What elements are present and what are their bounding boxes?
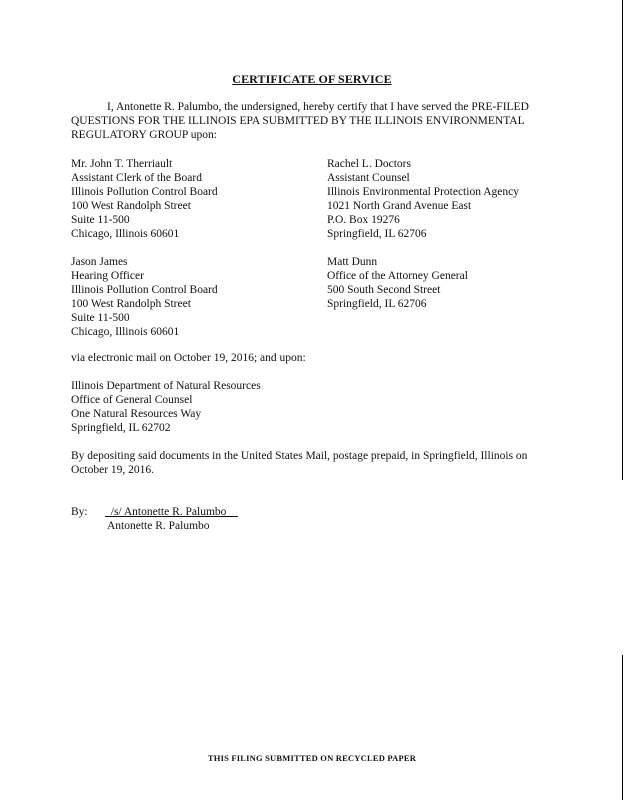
recipient-street: 100 West Randolph Street <box>71 298 191 310</box>
recipient-name: Mr. John T. Therriault <box>71 158 173 170</box>
recipient-org: Illinois Pollution Control Board <box>71 186 218 198</box>
recipient-city: Springfield, IL 62706 <box>327 228 427 240</box>
recipient-suite: Suite 11-500 <box>71 312 130 324</box>
recipient-title: Hearing Officer <box>71 270 144 282</box>
recipient-dnr <box>71 379 261 435</box>
recipient-pobox: P.O. Box 19276 <box>327 214 400 226</box>
signature-text: _/s/ Antonette R. Palumbo__ <box>105 506 238 518</box>
intro-paragraph: I, Antonette R. Palumbo, the undersigned, hereby certify that I have served the PRE-FILED QUESTIONS FOR THE ILLINOIS EPA SUBMITTED BY THE ILLINOIS ENVIRONMENTAL REGULATORY GROUP upon: <box>71 101 529 141</box>
recipient-office: Office of General Counsel <box>71 394 193 406</box>
recipient-street: One Natural Resources Way <box>71 408 202 420</box>
signer-printed-name: Antonette R. Palumbo <box>107 520 210 532</box>
document-title: CERTIFICATE OF SERVICE <box>232 72 392 86</box>
recipient-doctors <box>327 157 519 241</box>
signature-line <box>105 505 238 519</box>
recipient-org: Illinois Environmental Protection Agency <box>327 186 519 198</box>
recipient-dunn <box>327 255 468 311</box>
recipient-org: Illinois Pollution Control Board <box>71 284 218 296</box>
recipient-city: Springfield, IL 62706 <box>327 298 427 310</box>
by-label: By: <box>71 506 88 518</box>
service-method-line: via electronic mail on October 19, 2016; and upon: <box>71 352 306 364</box>
recipient-suite: Suite 11-500 <box>71 214 130 226</box>
recipient-name: Rachel L. Doctors <box>327 158 411 170</box>
recipient-name: Matt Dunn <box>327 256 378 268</box>
recipient-street: 100 West Randolph Street <box>71 200 191 212</box>
recipient-name: Jason James <box>71 256 128 268</box>
recipient-james <box>71 255 218 339</box>
scan-edge-line <box>622 655 623 800</box>
recipient-street: 500 South Second Street <box>327 284 441 296</box>
recipient-theriault <box>71 157 218 241</box>
recipient-title: Assistant Clerk of the Board <box>71 172 202 184</box>
recipient-city: Chicago, Illinois 60601 <box>71 228 180 240</box>
recipient-street: 1021 North Grand Avenue East <box>327 200 472 212</box>
recipient-city: Springfield, IL 62702 <box>71 422 171 434</box>
recipient-org: Illinois Department of Natural Resources <box>71 380 261 392</box>
recycled-paper-footer: THIS FILING SUBMITTED ON RECYCLED PAPER <box>207 753 417 763</box>
recipient-city: Chicago, Illinois 60601 <box>71 326 180 338</box>
mail-service-paragraph: By depositing said documents in the United States Mail, postage prepaid, in Springfield, Illinois on October 19, 2016. <box>71 450 528 476</box>
recipient-org: Office of the Attorney General <box>327 270 468 282</box>
recipient-title: Assistant Counsel <box>327 172 410 184</box>
